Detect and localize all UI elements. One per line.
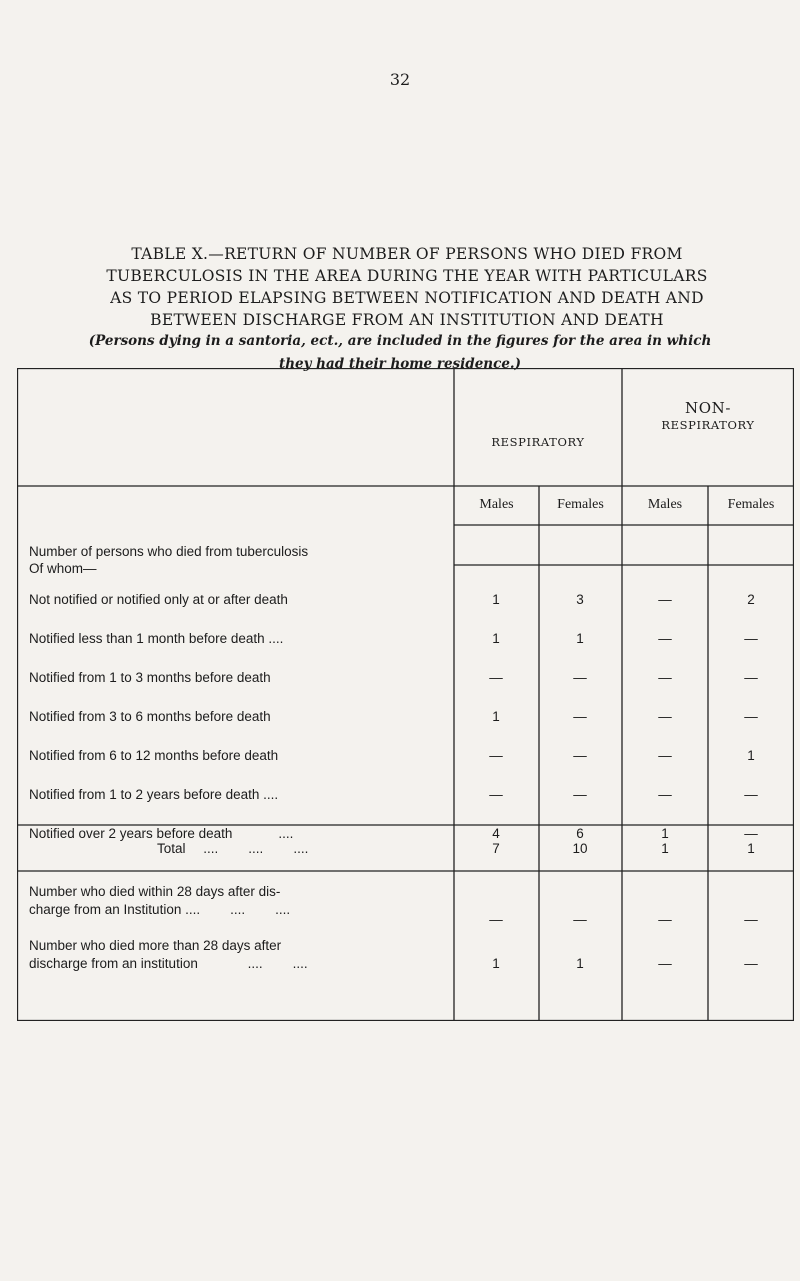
table-cell: —: [489, 670, 503, 685]
table-title: [18, 243, 796, 331]
table-cell: —: [658, 787, 672, 802]
table-cell: 2: [747, 592, 755, 607]
intro-label: Of whom—: [29, 561, 97, 576]
discharge-cell: —: [658, 912, 672, 927]
table-cell: —: [658, 592, 672, 607]
total-cell: 7: [492, 841, 500, 856]
total-text: Total: [157, 841, 186, 856]
row-label: [29, 826, 293, 841]
discharge-cell: 1: [492, 956, 500, 971]
row-label: [29, 787, 278, 802]
subheader-males: Males: [479, 497, 514, 512]
table-cell: 1: [747, 748, 755, 763]
row-label: [29, 670, 271, 685]
row-label: [29, 748, 278, 763]
table-cell: 1: [576, 631, 584, 646]
table-cell: —: [658, 748, 672, 763]
table-cell: —: [573, 709, 587, 724]
row-label-text: Notified from 6 to 12 months before death: [29, 748, 279, 763]
total-cell: 1: [747, 841, 755, 856]
table-cell: —: [573, 787, 587, 802]
table-cell: 1: [492, 709, 500, 724]
discharge-cell: 1: [576, 956, 584, 971]
table-cell: 6: [576, 826, 584, 841]
subheader-males: Males: [647, 497, 683, 512]
tuberculosis-table: [17, 368, 794, 1021]
dot-leader: .... ....: [247, 956, 308, 971]
row-label-text: Notified over 2 years before death: [29, 826, 233, 841]
table-cell: 3: [576, 592, 584, 607]
row-label: [29, 709, 271, 724]
table-cell: 1: [492, 631, 500, 646]
discharge-label: Number who died within 28 days after dis-: [29, 884, 281, 899]
table-cell: —: [658, 631, 672, 646]
title-line: TUBERCULOSIS IN THE AREA DURING THE YEAR WITH PARTICULARS: [106, 267, 708, 285]
non-respiratory-header: [622, 400, 794, 434]
subheader-females: Females: [557, 497, 604, 512]
row-label-text: Notified from 1 to 2 years before death ....: [29, 787, 279, 802]
discharge-cell: —: [573, 912, 587, 927]
table-cell: 4: [492, 826, 500, 841]
discharge-label: Number who died more than 28 days after: [29, 938, 282, 953]
table-cell: —: [744, 826, 758, 841]
total-cell: 10: [572, 841, 588, 856]
dot-leader: .... .... ....: [203, 841, 309, 856]
table-cell: —: [658, 709, 672, 724]
row-label: [29, 592, 288, 607]
discharge-cell: —: [489, 912, 503, 927]
group-line: RESPIRATORY: [491, 435, 585, 449]
title-line: BETWEEN DISCHARGE FROM AN INSTITUTION AND DEATH: [150, 311, 664, 329]
table-cell: 1: [661, 826, 669, 841]
intro-label: Number of persons who died from tuberculosis: [29, 544, 309, 559]
table-cell: —: [744, 670, 758, 685]
row-label: [29, 631, 283, 646]
note-line: (Persons dying in a santoria, ect., are included in the figures for the area in which: [88, 333, 712, 349]
total-label: [157, 841, 308, 856]
discharge-label: [29, 956, 308, 971]
group-line: RESPIRATORY: [661, 418, 755, 432]
table-cell: —: [744, 787, 758, 802]
discharge-cell: —: [658, 956, 672, 971]
table-cell: —: [489, 748, 503, 763]
dot-leader: ....: [278, 826, 294, 841]
group-line: [454, 417, 622, 434]
group-line: NON-: [684, 399, 732, 417]
title-line: AS TO PERIOD ELAPSING BETWEEN NOTIFICATION AND DEATH AND: [110, 289, 704, 307]
table-cell: —: [573, 670, 587, 685]
table-cell: —: [658, 670, 672, 685]
page-number: 32: [389, 70, 411, 89]
title-line: TABLE X.—RETURN OF NUMBER OF PERSONS WHO DIED FROM: [131, 245, 683, 263]
respiratory-header: [454, 417, 622, 451]
table-cell: 1: [492, 592, 500, 607]
discharge-cell: —: [744, 956, 758, 971]
discharge-label: charge from an Institution .... .... ....: [29, 902, 291, 917]
note-line: they had their home residence.): [278, 356, 522, 372]
subheader-females: Females: [727, 497, 775, 512]
table-cell: —: [489, 787, 503, 802]
discharge-cell: —: [744, 912, 758, 927]
table-cell: —: [573, 748, 587, 763]
total-cell: 1: [661, 841, 669, 856]
table-cell: —: [744, 631, 758, 646]
discharge-text: discharge from an institution: [29, 956, 198, 971]
row-label-text: Notified from 3 to 6 months before death: [29, 709, 271, 724]
row-label-text: Not notified or notified only at or after death: [29, 592, 288, 607]
row-label-text: Notified less than 1 month before death ....: [29, 631, 284, 646]
table-cell: —: [744, 709, 758, 724]
row-label-text: Notified from 1 to 3 months before death: [29, 670, 271, 685]
